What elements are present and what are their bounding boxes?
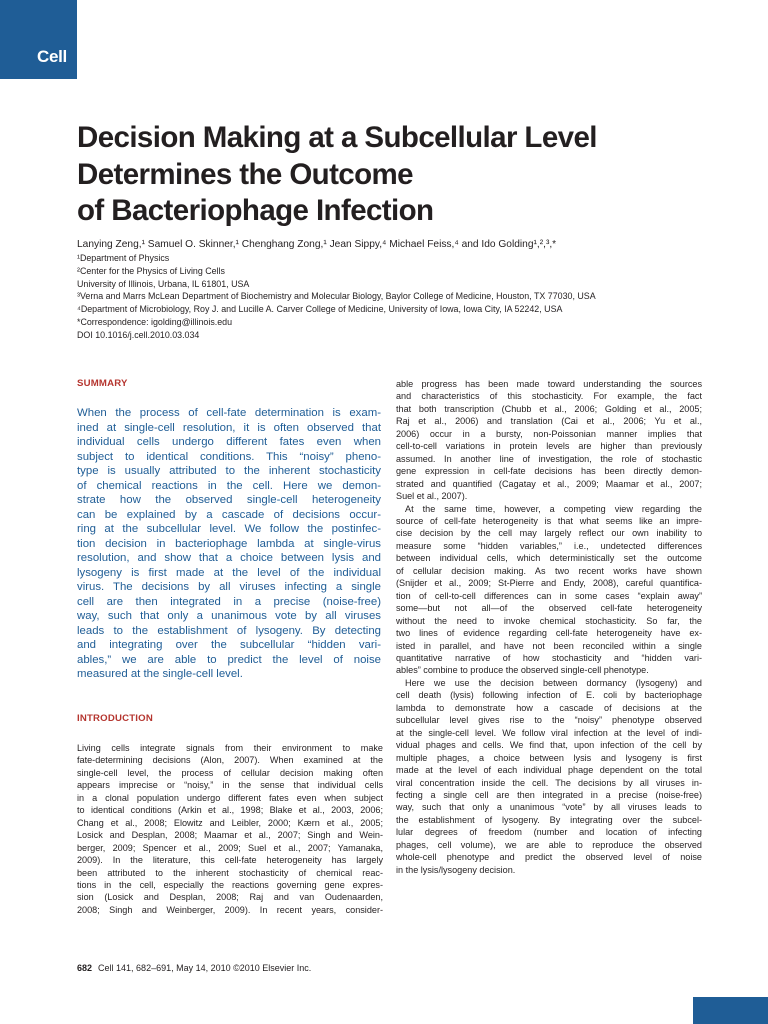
- page-number: 682: [77, 963, 93, 973]
- paragraph-line: tions in the cell, especially the reactions governing gene expres-: [77, 879, 383, 890]
- paragraph-line: cell death (lysis) following infection of E. coli by bacteriophage: [396, 690, 702, 701]
- paragraph-line: tion of cell-to-cell differences can in some cases “explain away”: [396, 590, 702, 601]
- paragraph-line: phages, cell volume), we are able to reproduce the observed: [396, 839, 702, 850]
- correspondence-line: *Correspondence: igolding@illinois.edu: [77, 316, 233, 327]
- paragraph-line: cise decision by the cell may largely reflect our own inability to: [396, 528, 702, 539]
- paragraph-line: Here we use the decision between dormancy (lysogeny) and: [405, 677, 702, 688]
- paragraph-line: between individual cells, which deterministically set the outcome: [396, 553, 702, 564]
- introduction-heading: INTRODUCTION: [77, 713, 153, 724]
- journal-citation: Cell 141, 682–691, May 14, 2010 ©2010 Elsevier Inc.: [98, 963, 312, 973]
- paragraph-line: 2009). In the literature, this cell-fate heterogeneity has largely: [77, 855, 383, 866]
- paragraph-line: without the need to invoke chemical stochasticity. So far, the: [396, 615, 702, 626]
- paragraph-line: appears imprecise or “noisy,” in the sense that individual cells: [77, 780, 383, 791]
- paragraph-line: to identical conditions (Arkin et al., 1998; Blake et al., 2003, 2006;: [77, 805, 383, 816]
- summary-line: strate how the observed single-cell heterogeneity: [77, 494, 381, 506]
- summary-line: can be explained by a cascade of decisions occur-: [77, 508, 381, 521]
- paragraph-line: (Snijder et al., 2009; St-Pierre and Endy, 2008), careful quantifica-: [396, 578, 702, 589]
- paragraph-line: viral concentration inside the cell. The decisions by all viruses in-: [396, 777, 702, 788]
- paragraph-line: assumed. In another line of investigation, the role of stochastic: [396, 453, 702, 464]
- affiliation-line: ³Verna and Marrs McLean Department of Biochemistry and Molecular Biology, Baylor College of Medicine, Houston, TX 77030, USA: [77, 291, 596, 302]
- article-title: [77, 120, 717, 230]
- paragraph-line: way, such that only a unanimous “vote” by all viruses leads to: [396, 802, 702, 813]
- paragraph-line: isted in parallel, and have not been reconciled within a single: [396, 640, 702, 651]
- summary-text: [77, 406, 381, 682]
- paragraph-line: made at the level of each individual phage dependent on the total: [396, 765, 702, 776]
- paragraph-line: two lines of evidence regarding cell-fate heterogeneity have ex-: [396, 628, 702, 639]
- affiliation-line: ⁴Department of Microbiology, Roy J. and Lucille A. Carver College of Medicine, University of Iowa, Iowa City, IA 52242, USA: [77, 304, 563, 315]
- affiliation-line: University of Illinois, Urbana, IL 61801, USA: [77, 278, 250, 289]
- paragraph-line: that both transcription (Chubb et al., 2006; Golding et al., 2005;: [396, 403, 702, 414]
- paragraph-line: berger, 2009; Spencer et al., 2009; Suel et al., 2007; Yamanaka,: [77, 842, 383, 853]
- paragraph-line: whole-cell phenotype and predict the observed level of noise: [396, 852, 702, 863]
- doi-line: DOI 10.1016/j.cell.2010.03.034: [77, 329, 200, 340]
- summary-line: measured at the single-cell level.: [77, 668, 243, 680]
- summary-line: virus. The decisions by all viruses infecting a single: [77, 581, 381, 593]
- paragraph-line: cell-to-cell variations in protein levels are higher than previously: [396, 441, 702, 452]
- journal-logo: Cell: [37, 47, 67, 66]
- summary-line: lysogeny is first made at the level of the individual: [77, 566, 381, 579]
- paragraph-line: At the same time, however, a competing view regarding the: [405, 503, 702, 514]
- title-line: Determines the Outcome: [77, 157, 413, 191]
- paragraph-line: the establishment of lysogeny. By integrating over the subcel-: [396, 814, 702, 825]
- paragraph-line: able progress has been made toward understanding the sources: [396, 379, 702, 389]
- corner-accent: [693, 997, 768, 1024]
- affiliations: [77, 252, 717, 342]
- summary-line: tion decision in bacteriophage lambda at single-virus: [77, 537, 381, 550]
- paragraph-line: sion (Losick and Desplan, 2008; Raj and van Oudenaarden,: [77, 892, 383, 903]
- paragraph-line: some—but not all—of the observed cell-fate heterogeneity: [396, 603, 702, 614]
- paragraph-line: of cellular decision making. As two recent works have shown: [396, 565, 702, 576]
- page-footer: [77, 963, 311, 973]
- summary-line: resolution, and show that a choice between lysis and: [77, 552, 381, 564]
- intro-left-column: [77, 742, 383, 916]
- paragraph-line: Suel et al., 2007).: [396, 491, 468, 502]
- paragraph-line: Losick and Desplan, 2008; Maamar et al., 2007; Singh and Wein-: [77, 830, 383, 841]
- title-line: Decision Making at a Subcellular Level: [77, 121, 597, 154]
- summary-line: individual cells undergo different fates even when: [77, 436, 381, 448]
- paragraph-line: Living cells integrate signals from their environment to make: [77, 743, 383, 753]
- paragraph-line: in a clonal population undergo different fates even when subject: [77, 792, 383, 803]
- summary-line: leads to the establishment of lysogeny. By detecting: [77, 624, 381, 637]
- summary-line: way, such that only a unanimous vote by all viruses: [77, 610, 381, 622]
- paragraph-line: lambda to demonstrate how a cascade of decisions at the: [396, 702, 702, 713]
- summary-line: type is usually attributed to the inherent stochasticity: [77, 465, 381, 477]
- paragraph-line: ables” combine to produce the observed single-cell phenotype.: [396, 665, 649, 676]
- summary-line: of chemical reactions in the cell. Here we demon-: [77, 479, 381, 492]
- summary-heading: SUMMARY: [77, 378, 128, 389]
- summary-line: When the process of cell-fate determination is exam-: [77, 407, 381, 419]
- summary-line: and integrating over the subcellular “hidden vari-: [77, 639, 381, 651]
- paragraph-line: fecting a single cell are then integrated in a precise (noise-free): [396, 789, 702, 800]
- summary-line: ring at the subcellular level. We follow the postinfec-: [77, 523, 381, 535]
- summary-line: ined at single-cell resolution, it is often observed that: [77, 421, 381, 434]
- paragraph-line: subcellular level gives rise to the “noisy” phenotype observed: [396, 715, 702, 726]
- summary-line: cell are then integrated in a precise (noise-free): [77, 595, 381, 608]
- paragraph-line: single-cell level, the process of cellular decision making often: [77, 767, 383, 778]
- affiliation-line: ¹Department of Physics: [77, 253, 170, 263]
- paragraph-line: and characteristics of this stochasticity. For example, the fact: [396, 391, 702, 402]
- paragraph-line: source of cell-fate heterogeneity is that what seems like an impre-: [396, 515, 702, 526]
- paragraph-line: been attributed to the inherent stochasticity of chemical reac-: [77, 867, 383, 878]
- summary-line: ables,” we are able to predict the level of noise: [77, 653, 381, 666]
- paragraph-line: 2008; Singh and Weinberger, 2009). In recent years, consider-: [77, 904, 383, 915]
- author-list: Lanying Zeng,¹ Samuel O. Skinner,¹ Chenghang Zong,¹ Jean Sippy,⁴ Michael Feiss,⁴ and Ido Golding¹,²,³,*: [77, 239, 557, 250]
- paragraph-line: in the lysis/lysogeny decision.: [396, 864, 516, 875]
- paragraph-line: Chang et al., 2008; Elowitz and Leibler, 2000; Kærn et al., 2005;: [77, 817, 383, 828]
- right-column-text: [396, 378, 702, 876]
- paragraph-line: multiple phages, a choice between lysis and lysogeny is first: [396, 752, 702, 763]
- paragraph-line: strated and quantified (Cagatay et al., 2009; Maamar et al., 2007;: [396, 478, 702, 489]
- journal-logo-box: [0, 0, 77, 79]
- paragraph-line: lular degrees of freedom (number and location of infecting: [396, 827, 702, 838]
- paragraph-line: quantitative narrative of how stochasticity and “hidden vari-: [396, 652, 702, 663]
- title-line: of Bacteriophage Infection: [77, 194, 434, 227]
- paragraph-line: fate-determining decisions (Alon, 2007). When examined at the: [77, 755, 383, 766]
- paragraph-line: gene expression in cell-fate decisions has been directly demon-: [396, 466, 702, 477]
- paragraph-line: measure some “hidden variables,” i.e., undetected differences: [396, 540, 702, 551]
- paragraph-line: at the single-cell level. We follow viral infection at the level of indi-: [396, 727, 702, 738]
- paragraph-line: vidual phages and cells. We find that, upon infection of the cell by: [396, 740, 702, 751]
- paragraph-line: 2006) occur in a bursty, non-Poissonian manner implies that: [396, 428, 702, 439]
- summary-line: subject to identical conditions. This “noisy” pheno-: [77, 450, 381, 463]
- affiliation-line: ²Center for the Physics of Living Cells: [77, 265, 225, 276]
- paragraph-line: Raj et al., 2006) and translation (Cai et al., 2006; Yu et al.,: [396, 416, 702, 427]
